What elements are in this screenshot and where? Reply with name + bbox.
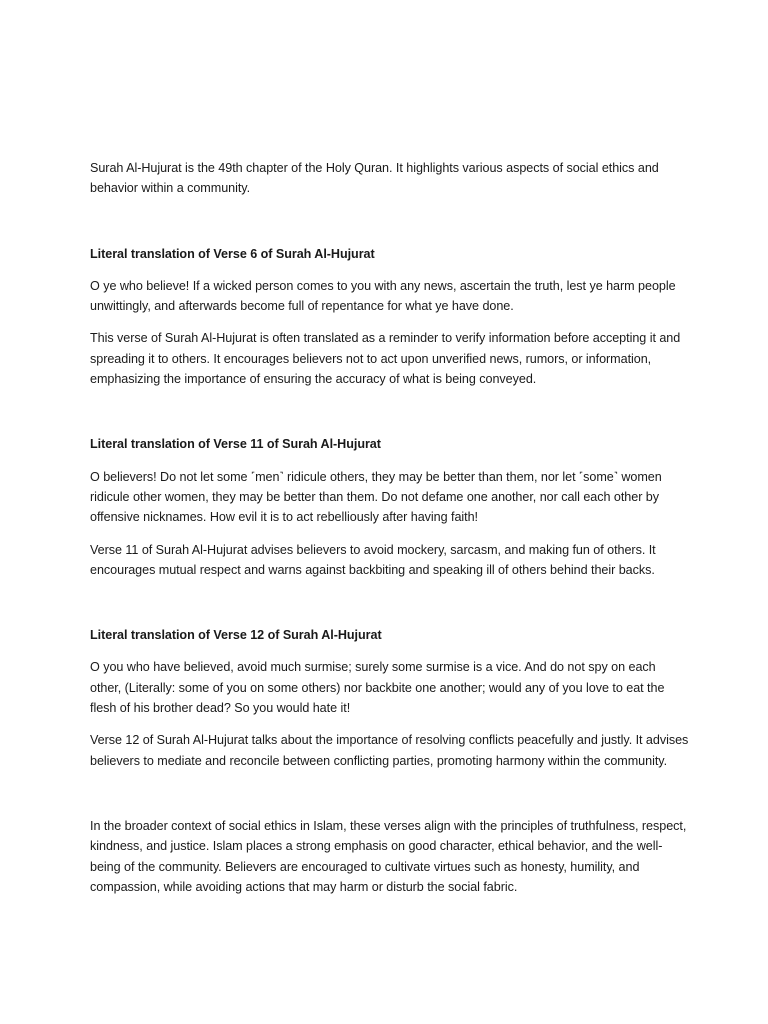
translation-verse-6: O ye who believe! If a wicked person comes to you with any news, ascertain the truth, lest ye harm people unwittingly, and afterwards become full of repentance for what ye have done. <box>90 278 676 314</box>
section-heading-verse-11: Literal translation of Verse 11 of Surah Al-Hujurat <box>90 437 381 452</box>
commentary-verse-12: Verse 12 of Surah Al-Hujurat talks about the importance of resolving conflicts peacefully and justly. It advises believers to mediate and reconcile between conflicting parties, promoting harmony within the community. <box>90 733 689 768</box>
spacer <box>90 389 690 434</box>
spacer <box>90 199 690 244</box>
translation-verse-12: O you who have believed, avoid much surmise; surely some surmise is a vice. And do not spy on each other, (Literally: some of you on some others) nor backbite one another; would any of you love to eat the flesh of his brother dead? So you would hate it! <box>90 660 665 716</box>
intro-paragraph: Surah Al-Hujurat is the 49th chapter of the Holy Quran. It highlights various aspects of social ethics and behavior within a community. <box>90 161 659 196</box>
spacer <box>90 580 690 625</box>
document-page <box>90 158 690 897</box>
conclusion-paragraph: In the broader context of social ethics in Islam, these verses align with the principles of truthfulness, respect, kindness, and justice. Islam places a strong emphasis on good character, ethical behavior, and the well-being of the community. Believers are encouraged to cultivate virtues such as honesty, humility, and compassion, while avoiding actions that may harm or disturb the social fabric. <box>90 818 687 894</box>
commentary-verse-6: This verse of Surah Al-Hujurat is often translated as a reminder to verify information before accepting it and spreading it to others. It encourages believers not to act upon unverified news, rumors, or information, emphasizing the importance of ensuring the accuracy of what is being conveyed. <box>90 331 681 387</box>
section-heading-verse-12: Literal translation of Verse 12 of Surah Al-Hujurat <box>90 628 382 643</box>
section-heading-verse-6: Literal translation of Verse 6 of Surah Al-Hujurat <box>90 246 375 261</box>
translation-verse-11: O believers! Do not let some ˹men˺ ridicule others, they may be better than them, nor let ˹some˺ women ridicule other women, they may be better than them. Do not defame one another, nor call each other by offensive nicknames. How evil it is to act rebelliously after having faith! <box>90 469 662 525</box>
spacer <box>90 771 690 816</box>
commentary-verse-11: Verse 11 of Surah Al-Hujurat advises believers to avoid mockery, sarcasm, and making fun of others. It encourages mutual respect and warns against backbiting and speaking ill of others behind their backs. <box>90 542 656 577</box>
